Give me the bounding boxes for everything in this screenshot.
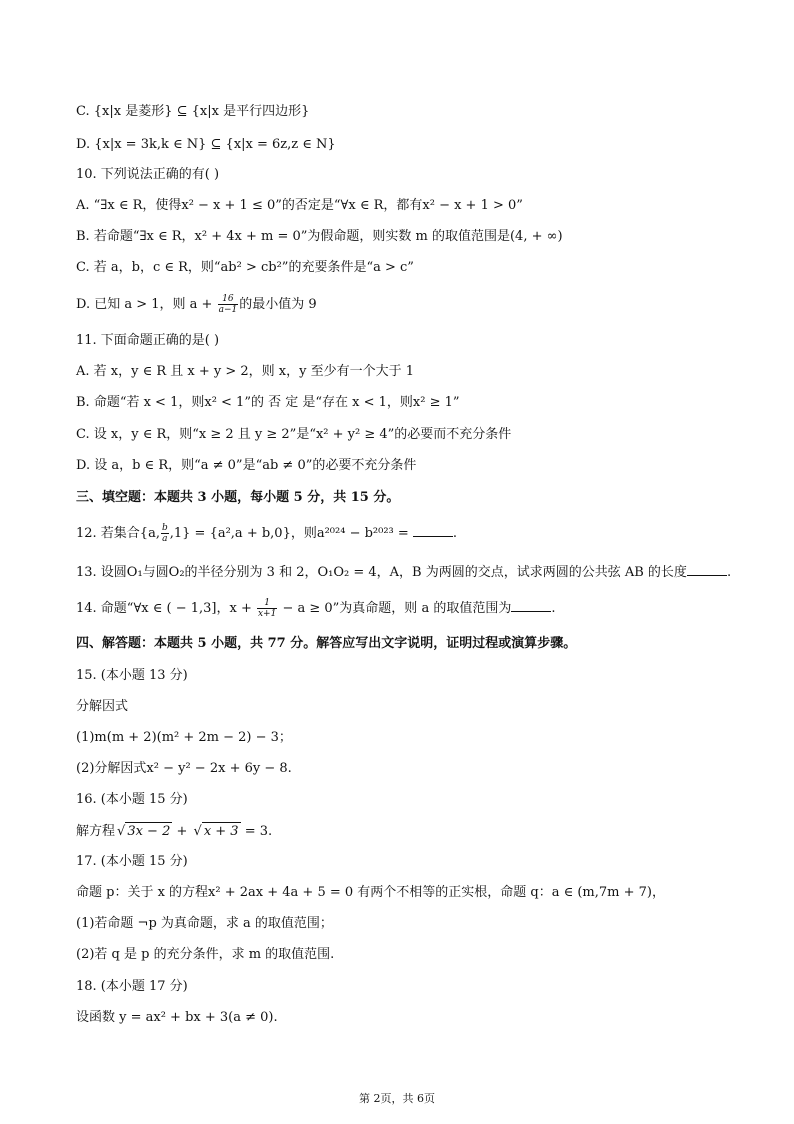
option-10b: B. 若命题“∃x ∈ R，x² + 4x + m = 0”为假命题，则实数 m 的取值范围是(4, + ∞)	[76, 229, 563, 244]
question-12-text-b: ,1} = {a²,a + b,0}，则a²⁰²⁴ − b²⁰²³ =	[169, 526, 409, 541]
question-15-part-2: (2)分解因式x² − y² − 2x + 6y − 8.	[76, 761, 292, 776]
question-16-equation	[76, 822, 272, 841]
option-11d: D. 设 a，b ∈ R，则“a ≠ 0”是“ab ≠ 0”的必要不充分条件	[76, 458, 417, 473]
question-18-stem: 设函数 y = ax² + bx + 3(a ≠ 0).	[76, 1010, 278, 1025]
fraction-b-over-a	[161, 523, 169, 544]
question-16-header: 16. (本小题 15 分)	[76, 792, 188, 807]
question-12	[76, 523, 457, 544]
question-16-text-a: 解方程	[76, 824, 116, 839]
question-14-text-a: 14. 命题“∀x ∈ ( − 1,3]，x +	[76, 601, 256, 616]
page-footer: 第 2页，共 6页	[359, 1092, 435, 1105]
fraction-numerator: 16	[218, 294, 239, 305]
sqrt-symbol: √	[117, 824, 126, 839]
fraction-16-over-a-1	[218, 294, 239, 315]
question-15-header: 15. (本小题 13 分)	[76, 668, 188, 683]
option-10d-text-b: 的最小值为 9	[239, 297, 317, 312]
option-10d	[76, 294, 317, 315]
fraction-numerator: b	[161, 523, 168, 533]
option-10c: C. 若 a，b，c ∈ R，则“ab² > cb²”的充要条件是“a > c”	[76, 260, 414, 275]
option-10a: A. “∃x ∈ R，使得x² − x + 1 ≤ 0”的否定是“∀x ∈ R，都有x² − x + 1 > 0”	[76, 198, 523, 213]
question-13-text: 13. 设圆O₁与圆O₂的半径分别为 3 和 2，O₁O₂ = 4，A，B 为两圆的交点，试求两圆的公共弦 AB 的长度	[76, 565, 687, 580]
question-17-header: 17. (本小题 15 分)	[76, 854, 188, 869]
fraction-denominator: a−1	[218, 305, 238, 315]
sqrt-radicand-1: 3x − 2	[127, 824, 171, 839]
option-9c: C. {x|x 是菱形} ⊆ {x|x 是平行四边形}	[76, 104, 310, 119]
question-14	[76, 598, 555, 619]
question-12-text-a: 12. 若集合{a,	[76, 526, 160, 541]
question-14-text-b: − a ≥ 0”为真命题，则 a 的取值范围为	[278, 601, 512, 616]
question-18-header: 18. (本小题 17 分)	[76, 979, 188, 994]
question-15-part-1: (1)m(m + 2)(m² + 2m − 2) − 3；	[76, 730, 292, 745]
question-13	[76, 563, 731, 582]
question-17-part-2: (2)若 q 是 p 的充分条件，求 m 的取值范围.	[76, 947, 335, 962]
fraction-denominator: a	[162, 534, 168, 544]
question-11-stem: 11. 下面命题正确的是( )	[76, 333, 220, 348]
fraction-numerator: 1	[257, 598, 277, 609]
sqrt-radicand-2: x + 3	[203, 824, 239, 839]
question-12-end: .	[452, 526, 458, 541]
section-3-heading: 三、填空题：本题共 3 小题，每小题 5 分，共 15 分。	[76, 490, 400, 505]
option-11b: B. 命题“若 x < 1，则x² < 1”的 否 定 是“存在 x < 1，则x² ≥ 1”	[76, 395, 460, 410]
question-17-part-1: (1)若命题 ¬p 为真命题，求 a 的取值范围；	[76, 916, 333, 931]
answer-blank-12[interactable]	[413, 524, 453, 537]
question-10-stem: 10. 下列说法正确的有( )	[76, 167, 220, 182]
fraction-denominator: x+1	[257, 609, 277, 619]
question-13-end: .	[726, 565, 732, 580]
plus-sign: +	[172, 824, 192, 839]
question-16-text-b: = 3.	[240, 824, 273, 839]
option-11a: A. 若 x，y ∈ R 且 x + y > 2，则 x，y 至少有一个大于 1	[76, 364, 415, 379]
section-4-heading: 四、解答题：本题共 5 小题，共 77 分。解答应写出文字说明，证明过程或演算步骤。	[76, 636, 577, 651]
question-14-end: .	[551, 601, 556, 616]
option-11c: C. 设 x，y ∈ R，则“x ≥ 2 且 y ≥ 2”是“x² + y² ≥ 4”的必要而不充分条件	[76, 427, 512, 442]
option-9d: D. {x|x = 3k,k ∈ N} ⊆ {x|x = 6z,z ∈ N}	[76, 137, 336, 152]
answer-blank-14[interactable]	[511, 599, 551, 612]
sqrt-symbol: √	[193, 824, 202, 839]
question-15-prompt: 分解因式	[76, 699, 129, 714]
option-10d-text-a: D. 已知 a > 1，则 a +	[76, 297, 217, 312]
fraction-1-over-x-1	[257, 598, 277, 619]
question-17-stem: 命题 p：关于 x 的方程x² + 2ax + 4a + 5 = 0 有两个不相等的正实根，命题 q：a ∈ (m,7m + 7)，	[76, 885, 665, 900]
answer-blank-13[interactable]	[687, 563, 727, 576]
